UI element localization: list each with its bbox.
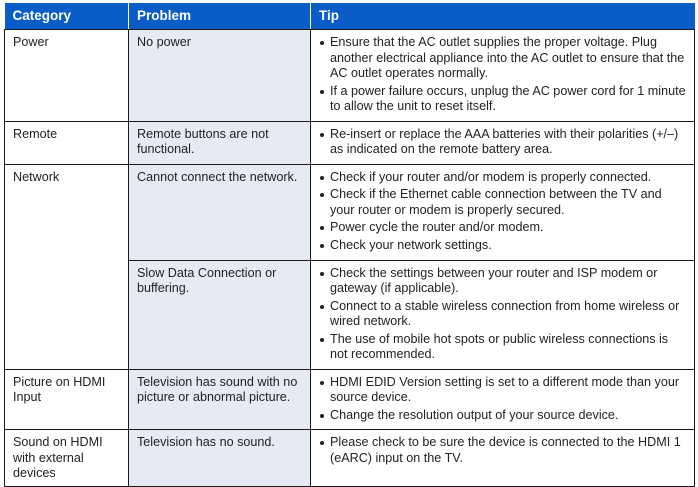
tip-item: Check the settings between your router and ISP modem or gateway (if applicable).	[319, 266, 686, 297]
tip-item: Check if the Ethernet cable connection between the TV and your router or modem is properly secured.	[319, 187, 686, 218]
tip-cell	[311, 430, 695, 487]
problem-cell: Television has sound with no picture or abnormal picture.	[129, 369, 311, 430]
tip-item: Re-insert or replace the AAA batteries with their polarities (+/–) as indicated on the remote battery area.	[319, 127, 686, 158]
category-cell: Sound on HDMI with external devices	[5, 430, 129, 487]
table-row	[5, 369, 695, 430]
tip-item: Ensure that the AC outlet supplies the proper voltage. Plug another electrical appliance into the AC outlet to ensure that the AC outlet operates normally.	[319, 35, 686, 82]
problem-cell: Television has no sound.	[129, 430, 311, 487]
header-problem: Problem	[129, 3, 311, 30]
problem-cell: Slow Data Connection or buffering.	[129, 260, 311, 369]
category-cell: Network	[5, 164, 129, 369]
table-row	[5, 164, 695, 260]
tip-list	[319, 266, 686, 363]
troubleshooting-table	[4, 3, 695, 487]
tip-item: The use of mobile hot spots or public wireless connections is not recommended.	[319, 332, 686, 363]
header-tip: Tip	[311, 3, 695, 30]
tip-item: Change the resolution output of your source device.	[319, 408, 686, 424]
tip-cell	[311, 260, 695, 369]
tip-cell	[311, 164, 695, 260]
problem-cell: No power	[129, 30, 311, 122]
tip-list	[319, 170, 686, 254]
tip-item: Power cycle the router and/or modem.	[319, 220, 686, 236]
tip-item: Check if your router and/or modem is properly connected.	[319, 170, 686, 186]
category-cell: Remote	[5, 121, 129, 164]
tip-item: Connect to a stable wireless connection from home wireless or wired network.	[319, 299, 686, 330]
problem-cell: Cannot connect the network.	[129, 164, 311, 260]
header-category: Category	[5, 3, 129, 30]
tip-list	[319, 435, 686, 466]
tip-list	[319, 375, 686, 424]
category-cell: Picture on HDMI Input	[5, 369, 129, 430]
tip-cell	[311, 30, 695, 122]
tip-cell	[311, 369, 695, 430]
category-cell: Power	[5, 30, 129, 122]
problem-cell: Remote buttons are not functional.	[129, 121, 311, 164]
table-row	[5, 121, 695, 164]
tip-cell	[311, 121, 695, 164]
tip-item: HDMI EDID Version setting is set to a different mode than your source device.	[319, 375, 686, 406]
tip-list	[319, 127, 686, 158]
table-row	[5, 430, 695, 487]
tip-list	[319, 35, 686, 115]
tip-item: Check your network settings.	[319, 238, 686, 254]
table-header	[5, 3, 695, 30]
table-row	[5, 30, 695, 122]
tip-item: Please check to be sure the device is connected to the HDMI 1 (eARC) input on the TV.	[319, 435, 686, 466]
tip-item: If a power failure occurs, unplug the AC power cord for 1 minute to allow the unit to reset itself.	[319, 84, 686, 115]
